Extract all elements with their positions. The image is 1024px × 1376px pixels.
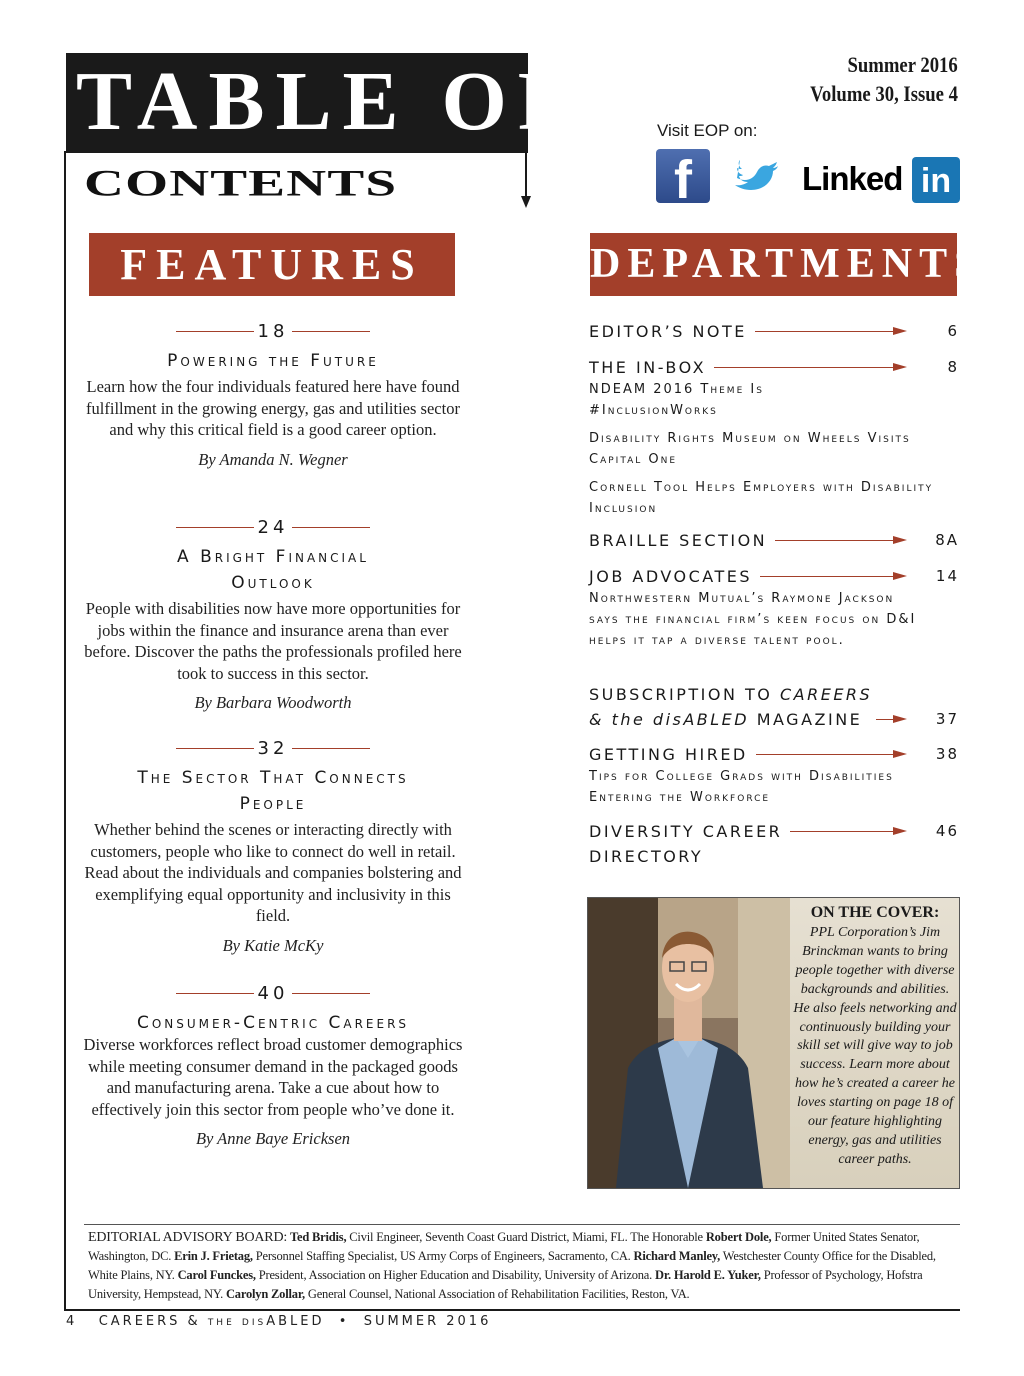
department-title-line2: DIRECTORY [589, 846, 704, 866]
linkedin-wordmark[interactable]: Linked [802, 160, 903, 197]
feature-item[interactable] [76, 982, 470, 1149]
title-divider [64, 151, 528, 153]
cover-label: ON THE COVER: [810, 904, 940, 921]
feature-title: A Bright Financial Outlook [177, 547, 369, 593]
linkedin-icon[interactable]: in [912, 157, 960, 203]
department-item[interactable] [589, 530, 959, 550]
facebook-icon[interactable]: f [656, 149, 710, 203]
board-member-name: Carolyn Zollar, [225, 1287, 305, 1301]
feature-byline: By Amanda N. Wegner [198, 449, 348, 469]
arrow-right-icon [775, 535, 907, 545]
department-subitem[interactable]: Disability Rights Museum on Wheels Visits Capital One [589, 431, 911, 467]
feature-body: Diverse workforces reflect broad customer demographics while meeting consumer demand in the packaged goods and manufacturing arena. Take a cue about how to effectively join this sector from people who’ve done it. [83, 1035, 463, 1119]
feature-title: The Sector That Connects People [137, 768, 409, 814]
feature-body: People with disabilities now have more opportunities for jobs within the finance and insurance arena than ever before. Discover the paths the professionals profiled here took to success in this sector. [84, 599, 462, 683]
issue-date: Summer 2016 [847, 52, 958, 77]
department-page: 38 [935, 745, 959, 763]
cover-frame [587, 897, 960, 1189]
feature-item[interactable] [76, 516, 470, 713]
department-title: THE IN-BOX [589, 357, 707, 377]
title-arrow-icon [521, 152, 531, 208]
department-item[interactable] [589, 566, 959, 651]
footer-season: SUMMER 2016 [363, 1314, 492, 1329]
department-subitem[interactable]: NDEAM 2016 Theme Is #InclusionWorks [589, 382, 764, 418]
arrow-right-icon [760, 571, 907, 581]
feature-page: 24 [257, 516, 289, 538]
feature-byline: By Anne Baye Ericksen [195, 1129, 351, 1148]
feature-item[interactable] [76, 737, 470, 956]
department-item[interactable] [589, 321, 959, 341]
feature-byline: By Barbara Woodworth [194, 693, 352, 712]
arrow-right-icon [714, 362, 907, 372]
title-contents: CONTENTS [84, 162, 398, 204]
arrow-right-icon [790, 826, 907, 836]
arrow-right-icon [756, 749, 907, 759]
magazine-name: CAREERS & the disABLED [98, 1314, 325, 1329]
department-subitem[interactable]: Northwestern Mutual’s Raymone Jackson says the financial firm’s keen focus on D&I helps it tap a diverse talent pool. [589, 591, 917, 648]
feature-item[interactable] [76, 320, 470, 470]
page-number: 4 [66, 1314, 78, 1329]
feature-page: 40 [257, 982, 289, 1004]
department-subitem[interactable]: Tips for College Grads with Disabilities Entering the Workforce [589, 769, 894, 805]
cover-text: PPL Corporation’s Jim Brinckman wants to bring people together with diverse backgrounds and abilities. He also feels networking and continuously building your skill set will give way to job success. Learn more about how he’s created a career he loves starting on page 18 of our feature highlighting energy, gas and utilities career paths. [793, 925, 957, 1167]
feature-page: 32 [257, 737, 289, 759]
department-title-line2: & the disABLED MAGAZINE [589, 709, 863, 729]
arrow-right-icon [755, 326, 907, 336]
feature-page: 18 [257, 320, 289, 342]
title-table-of: TABLE OF [66, 53, 528, 151]
department-item[interactable] [589, 684, 959, 729]
department-title: JOB ADVOCATES [589, 566, 753, 586]
board-member-name: Robert Dole, [705, 1230, 772, 1244]
feature-title: Consumer-Centric Careers [136, 1013, 410, 1033]
feature-body: Whether behind the scenes or interacting directly with customers, people who like to connect do well in retail. Read about the individuals and companies bolstering and exemplifying equal opportunity and inclusivity in this field. [84, 820, 462, 925]
department-page: 8 [947, 358, 959, 376]
editorial-advisory-board: EDITORIAL ADVISORY BOARD: Ted Bridis, Civil Engineer, Seventh Coast Guard District, Miami, FL. The Honorable Robert Dole, Former United States Senator, Washington, DC. Erin J. Frietag, Personnel Staffing Specialist, US Army Corps of Engineers, Sacramento, CA. Richard Manley, Westchester County Office for the Disabled, White Plains, NY. Carol Funckes, President, Association on Higher Education and Disability, University of Arizona. Dr. Harold E. Yuker, Professor of Psychology, Hofstra University, Hempstead, NY. Carolyn Zollar, General Counsel, National Association of Rehabilitation Facilities, Reston, VA. [88, 1230, 936, 1301]
twitter-icon[interactable] [735, 160, 779, 192]
footer-bullet: • [338, 1314, 350, 1329]
department-title: EDITOR’S NOTE [589, 321, 747, 341]
department-item[interactable] [589, 744, 959, 808]
board-label: EDITORIAL ADVISORY BOARD: [88, 1230, 288, 1245]
department-page: 6 [947, 322, 959, 340]
department-page: 8A [935, 531, 959, 549]
bottom-divider [64, 1309, 960, 1311]
feature-body: Learn how the four individuals featured here have found fulfillment in the growing energy, gas and utilities sector and why this critical field is a good career option. [86, 377, 460, 439]
department-item[interactable] [589, 357, 959, 519]
department-page: 37 [935, 710, 959, 728]
board-member-name: Ted Bridis, [289, 1230, 347, 1244]
department-title: GETTING HIRED [589, 744, 748, 764]
department-title: DIVERSITY CAREER [589, 821, 783, 841]
department-title: BRAILLE SECTION [589, 530, 768, 550]
feature-byline: By Katie McKy [222, 935, 324, 955]
board-member-name: Richard Manley, [633, 1249, 721, 1263]
department-item[interactable] [589, 821, 959, 866]
board-member-name: Carol Funckes, [177, 1268, 256, 1282]
feature-title: Powering the Future [167, 351, 379, 371]
arrow-right-icon [876, 714, 907, 724]
department-subitem[interactable]: Cornell Tool Helps Employers with Disability Inclusion [589, 480, 934, 516]
department-page: 14 [935, 567, 959, 585]
page-footer [66, 1314, 491, 1329]
departments-heading: DEPARTMENTS [590, 233, 957, 296]
department-page: 46 [935, 822, 959, 840]
features-heading: FEATURES [89, 233, 455, 296]
board-member-name: Erin J. Frietag, [174, 1249, 253, 1263]
board-member-name: Dr. Harold E. Yuker, [655, 1268, 761, 1282]
department-title: SUBSCRIPTION TO CAREERS [589, 684, 873, 704]
board-divider [84, 1224, 960, 1225]
issue-volume: Volume 30, Issue 4 [810, 81, 958, 106]
visit-label: Visit EOP on: [657, 121, 758, 140]
